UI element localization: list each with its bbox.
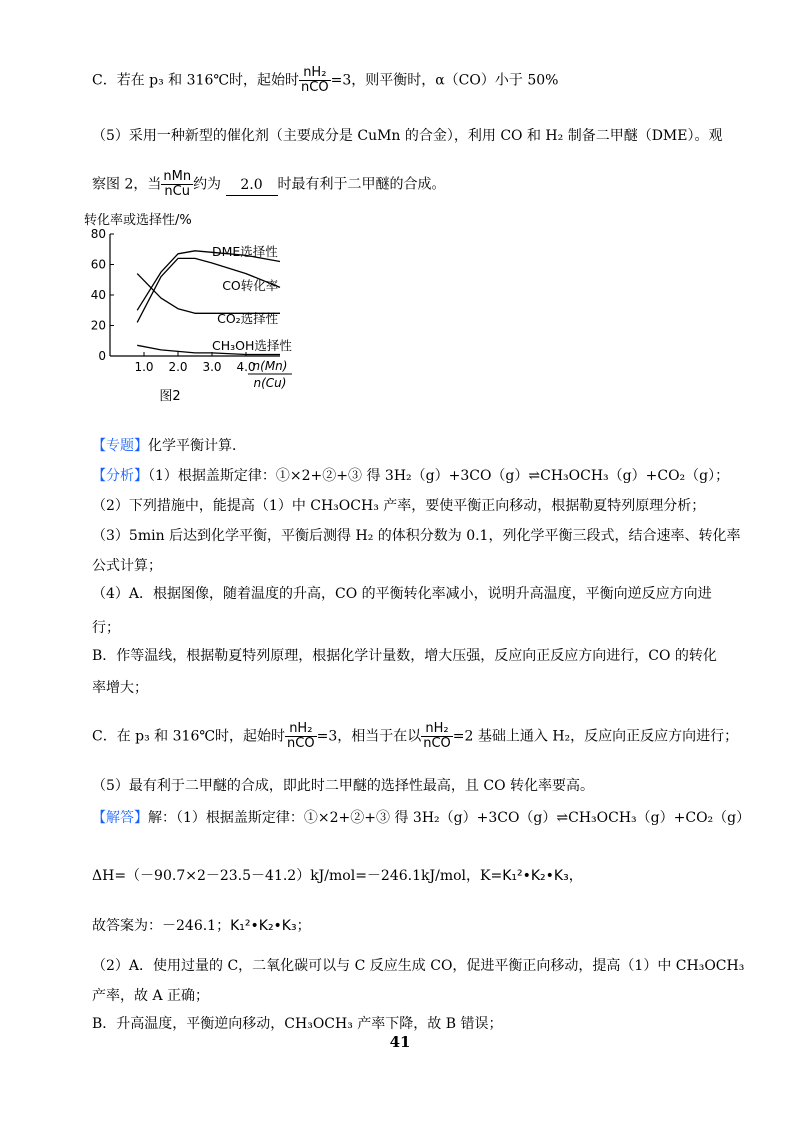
analysis-line10: （5）最有利于二甲醚的合成，即此时二甲醚的选择性最高，且 CO 转化率要高。 [92, 778, 594, 794]
analysis-line5: （4）A．根据图像，随着温度的升高，CO 的平衡转化率减小，说明升高温度，平衡向逆反应方向进 [92, 586, 712, 602]
series-label-3: CH₃OH选择性 [212, 337, 292, 353]
option-c-suffix: =3，则平衡时，α（CO）小于 50% [330, 72, 559, 89]
solution-line3: 故答案为：－246.1；K₁²•K₂•K₃； [92, 918, 311, 934]
ratio-fraction-b: $\frac{\text{nH₂}}{\text{nCO}}$ [423, 721, 451, 751]
topic-tag: 【专题】 [92, 438, 148, 454]
ratio-fraction-a: $\frac{\text{nH₂}}{\text{nCO}}$ [287, 721, 315, 751]
y-tick-label: 0 [98, 349, 106, 363]
x-tick-label: 4.0 [236, 360, 256, 374]
analysis-tag: 【分析】 [92, 468, 148, 484]
analysis-line1: 【分析】（1）根据盖斯定律：①×2+②+③ 得 3H₂（g）+3CO（g）⇌CH₃OCH₃（g）+CO₂（g）； [92, 468, 730, 484]
y-tick-label: 80 [90, 227, 106, 241]
q5-line2: 察图 2，当 $\frac{\text{nMn}}{\text{nCu}}$ 约为 2.0 时最有利于二甲醚的合成。 [92, 169, 446, 199]
analysis-line9: C．在 p₃ 和 316℃时，起始时 $\frac{\text{nH₂}}{\text{nCO}}$ =3，相当于在以 $\frac{\text{nH₂}}{\text{nCO}}$ =2 基础上通入 H₂，反应向正反应方向进行； [92, 721, 739, 751]
option-c-line [92, 66, 558, 95]
y-tick-label: 60 [90, 257, 106, 272]
analysis-line3: （3）5min 后达到化学平衡，平衡后测得 H₂ 的体积分数为 0.1，列化学平衡三段式，结合速率、转化率 [92, 528, 741, 544]
solution-line1: 【解答】解：（1）根据盖斯定律：①×2+②+③ 得 3H₂（g）+3CO（g）⇌CH₃OCH₃（g）+CO₂（g） [92, 810, 751, 826]
k-expression: K₁²•K₂•K₃ [502, 868, 569, 884]
analysis-line6: 行； [92, 620, 120, 636]
solution-line4: （2）A．使用过量的 C，二氧化碳可以与 C 反应生成 CO，促进平衡正向移动，提高（1）中 CH₃OCH₃ [92, 958, 745, 974]
solution-line5: 产率，故 A 正确； [92, 988, 210, 1004]
q5-line1: （5）采用一种新型的催化剂（主要成分是 CuMn 的合金），利用 CO 和 H₂ 制备二甲醚（DME）。观 [92, 128, 723, 144]
topic-line: 【专题】化学平衡计算． [92, 438, 246, 454]
x-tick-label: 3.0 [202, 360, 222, 374]
y-axis-label: 转化率或选择性/% [84, 213, 192, 228]
y-tick-label: 20 [90, 318, 106, 333]
x-axis-label-denominator: n(Cu) [253, 376, 287, 390]
mn-cu-fraction: $\frac{\text{nMn}}{\text{nCu}}$ [163, 169, 192, 199]
analysis-line4: 公式计算； [92, 558, 162, 574]
analysis-line2: （2）下列措施中，能提高（1）中 CH₃OCH₃ 产率，要使平衡正向移动，根据勒夏特列原理分析； [92, 498, 706, 514]
y-tick-label: 40 [90, 288, 106, 302]
analysis-line8: 率增大； [92, 680, 148, 696]
x-tick-label: 1.0 [134, 360, 154, 374]
series-label-2: CO₂选择性 [217, 311, 279, 327]
page-number: 41 [389, 1033, 411, 1051]
solution-tag: 【解答】 [92, 810, 148, 826]
solution-line6: B．升高温度，平衡逆向移动，CH₃OCH₃ 产率下降，故 B 错误； [92, 1016, 503, 1032]
solution-line2: ΔH=（－90.7×2－23.5－41.2）kJ/mol=－246.1kJ/mol，K=K₁²•K₂•K₃， [92, 868, 583, 884]
option-c-prefix: C．若在 p₃ 和 316℃时，起始时 [92, 72, 300, 89]
x-tick-label: 2.0 [168, 360, 188, 374]
figure-caption: 图2 [159, 389, 181, 404]
series-label-1: CO转化率 [222, 278, 279, 294]
analysis-line7: B．作等温线，根据勒夏特列原理，根据化学计量数，增大压强，反应向正反应方向进行，CO 的转化 [92, 648, 717, 664]
figure-2-chart [80, 210, 320, 410]
x-axis-label-numerator: n(Mn) [252, 359, 288, 373]
series-label-0: DME选择性 [212, 243, 278, 259]
answer-blank: 2.0 [226, 175, 278, 196]
k-expression-answer: K₁²•K₂•K₃ [230, 918, 297, 934]
ratio-fraction: $\frac{\text{nH₂}}{\text{nCO}}$ [301, 65, 329, 95]
